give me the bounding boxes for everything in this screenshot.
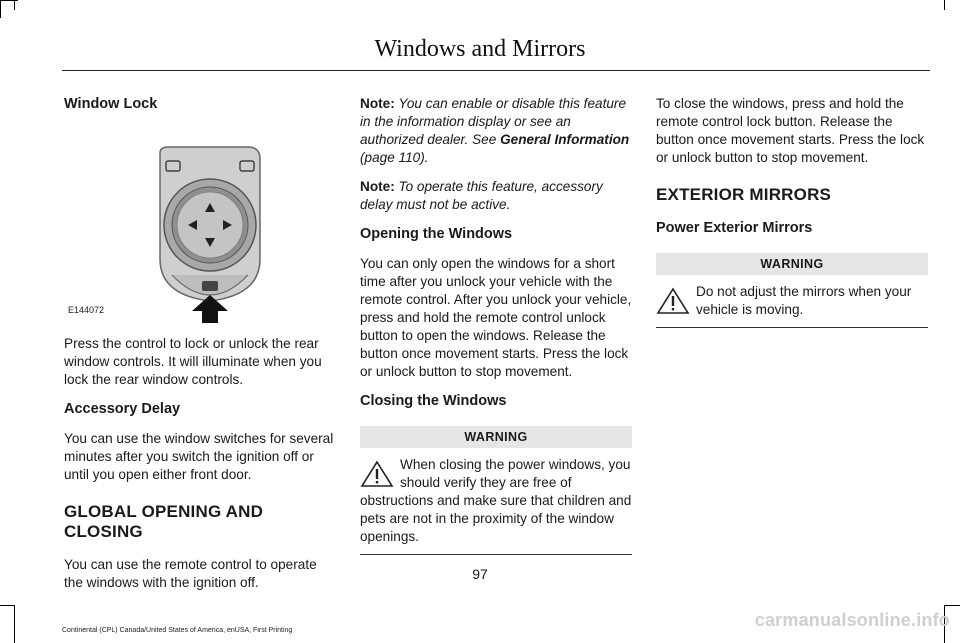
heading-exterior-mirrors: EXTERIOR MIRRORS (656, 185, 832, 204)
warning-box (656, 253, 928, 328)
crop-mark (14, 0, 15, 10)
warning-triangle-icon (360, 460, 394, 488)
warning-box (360, 426, 632, 555)
crop-mark (14, 605, 15, 643)
warning-title: WARNING (360, 426, 632, 448)
note-page-ref: (page 110). (360, 150, 429, 165)
paragraph-accessory-delay: You can use the window switches for several minutes after you switch the ignition off or until you open either front door. (64, 431, 334, 482)
footer-text: Continental (CPL) Canada/United States of America, enUSA, First Printing (62, 627, 293, 634)
note-text: To operate this feature, accessory delay must not be active. (360, 179, 603, 212)
crop-mark (0, 605, 14, 606)
paragraph-opening-windows: You can only open the windows for a short time after you unlock your vehicle with the remote control. After you unlock your vehicle, press and hold the remote control unlock button to open the windows. Release the button once movement starts. Press the lock or unlock button to stop movement. (360, 256, 632, 379)
paragraph-window-lock: Press the control to lock or unlock the rear window controls. It will illuminate when you lock the rear window controls. (64, 336, 322, 387)
heading-window-lock: Window Lock (64, 96, 158, 112)
note-label: Note: (360, 179, 395, 194)
heading-power-exterior-mirrors: Power Exterior Mirrors (656, 220, 813, 236)
crop-mark (0, 0, 18, 1)
warning-body (360, 456, 632, 546)
window-switch-illustration (64, 125, 336, 325)
heading-accessory-delay: Accessory Delay (64, 401, 181, 417)
warning-title: WARNING (656, 253, 928, 275)
note-feature-enable (360, 95, 632, 167)
warning-triangle-icon (656, 287, 690, 315)
column-3 (656, 95, 928, 342)
note-label: Note: (360, 96, 395, 111)
crop-mark (945, 605, 960, 606)
paragraph-global: You can use the remote control to operate the windows with the ignition off. (64, 557, 317, 590)
window-control-figure (64, 125, 336, 325)
paragraph-closing-windows: To close the windows, press and hold the remote control lock button. Release the button once movement starts. Press the lock or unlock button to stop movement. (656, 96, 925, 165)
note-text: You can enable or disable this feature in the information display or see an authorized dealer. See (360, 96, 627, 147)
warning-text: When closing the power windows, you should verify they are free of obstructions and make sure that children and pets are not in the proximity of the window openings. (360, 457, 632, 544)
page-title: Windows and Mirrors (374, 36, 586, 62)
crop-mark (944, 0, 945, 10)
watermark: carmanualsonline.info (754, 610, 950, 630)
column-1 (64, 95, 336, 603)
figure-label: E144072 (68, 305, 105, 315)
warning-body (656, 283, 928, 319)
header-divider (62, 70, 930, 71)
page-number: 97 (472, 566, 488, 582)
general-information-link[interactable]: General Information (500, 132, 630, 147)
warning-text: Do not adjust the mirrors when your vehicle is moving. (696, 284, 912, 317)
heading-global-opening-closing: GLOBAL OPENING AND CLOSING (64, 502, 264, 541)
heading-opening-windows: Opening the Windows (360, 226, 513, 242)
crop-mark (0, 0, 1, 18)
column-2 (360, 95, 632, 569)
heading-closing-windows: Closing the Windows (360, 393, 507, 409)
note-accessory-delay (360, 178, 632, 214)
